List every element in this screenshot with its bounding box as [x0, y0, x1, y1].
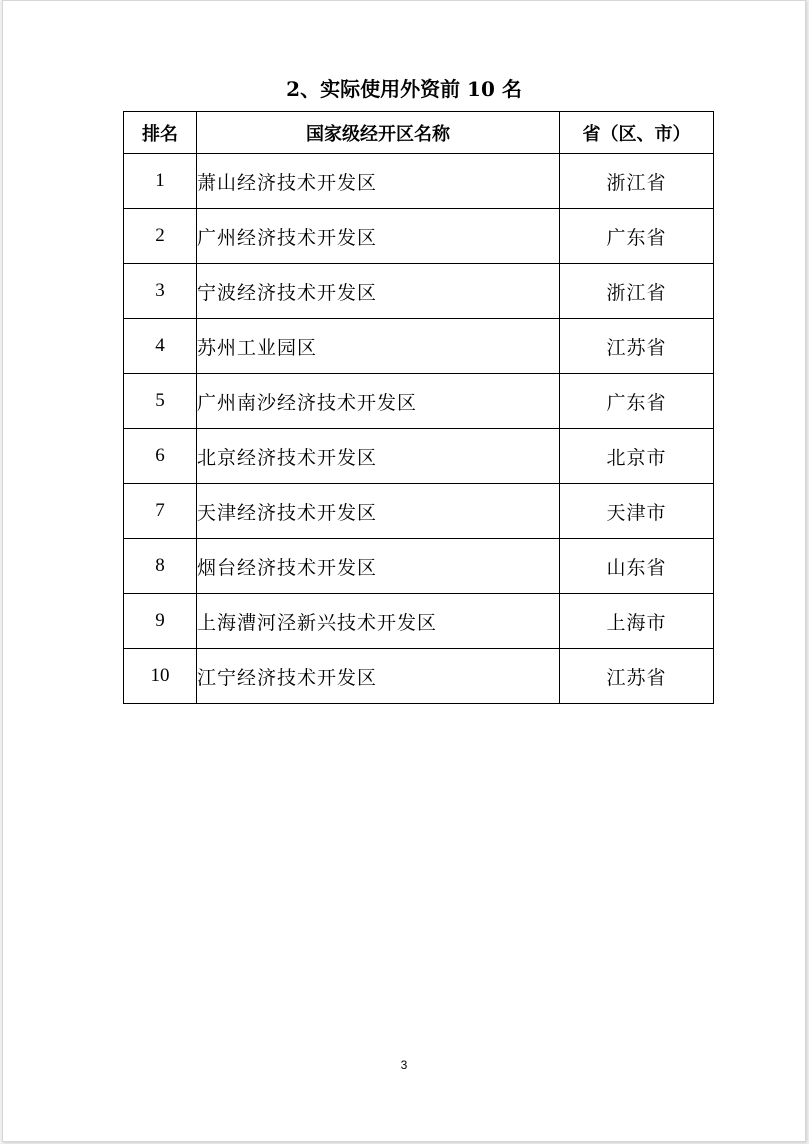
- table-row: [124, 594, 714, 649]
- zone-name-cell: 苏州工业园区: [197, 319, 560, 374]
- province-cell: 广东省: [560, 209, 714, 264]
- table-header-row: [124, 112, 714, 154]
- table-row: [124, 539, 714, 594]
- province-cell: 天津市: [560, 484, 714, 539]
- table-row: [124, 649, 714, 704]
- province-cell: 山东省: [560, 539, 714, 594]
- rank-cell: 5: [124, 374, 197, 429]
- page-title: 2、实际使用外资前 10 名: [286, 77, 522, 101]
- zone-name-cell: 烟台经济技术开发区: [197, 539, 560, 594]
- document-page: [2, 0, 806, 1142]
- table-row: [124, 319, 714, 374]
- table-row: [124, 484, 714, 539]
- page-number: 3: [400, 1058, 408, 1072]
- header-province: 省（区、市）: [560, 112, 714, 154]
- rank-cell: 8: [124, 539, 197, 594]
- province-cell: 浙江省: [560, 264, 714, 319]
- table-row: [124, 374, 714, 429]
- province-cell: 广东省: [560, 374, 714, 429]
- zone-name-cell: 广州经济技术开发区: [197, 209, 560, 264]
- rank-cell: 1: [124, 154, 197, 209]
- province-cell: 北京市: [560, 429, 714, 484]
- zone-name-cell: 宁波经济技术开发区: [197, 264, 560, 319]
- province-cell: 浙江省: [560, 154, 714, 209]
- rank-cell: 6: [124, 429, 197, 484]
- table-row: [124, 154, 714, 209]
- header-rank: 排名: [124, 112, 197, 154]
- province-cell: 江苏省: [560, 649, 714, 704]
- table-row: [124, 209, 714, 264]
- rank-cell: 9: [124, 594, 197, 649]
- ranking-table: [123, 111, 714, 704]
- zone-name-cell: 北京经济技术开发区: [197, 429, 560, 484]
- rank-cell: 4: [124, 319, 197, 374]
- table-row: [124, 264, 714, 319]
- zone-name-cell: 天津经济技术开发区: [197, 484, 560, 539]
- province-cell: 上海市: [560, 594, 714, 649]
- rank-cell: 10: [124, 649, 197, 704]
- table-row: [124, 429, 714, 484]
- zone-name-cell: 广州南沙经济技术开发区: [197, 374, 560, 429]
- header-zone-name: 国家级经开区名称: [197, 112, 560, 154]
- rank-cell: 7: [124, 484, 197, 539]
- rank-cell: 2: [124, 209, 197, 264]
- zone-name-cell: 上海漕河泾新兴技术开发区: [197, 594, 560, 649]
- province-cell: 江苏省: [560, 319, 714, 374]
- zone-name-cell: 萧山经济技术开发区: [197, 154, 560, 209]
- rank-cell: 3: [124, 264, 197, 319]
- zone-name-cell: 江宁经济技术开发区: [197, 649, 560, 704]
